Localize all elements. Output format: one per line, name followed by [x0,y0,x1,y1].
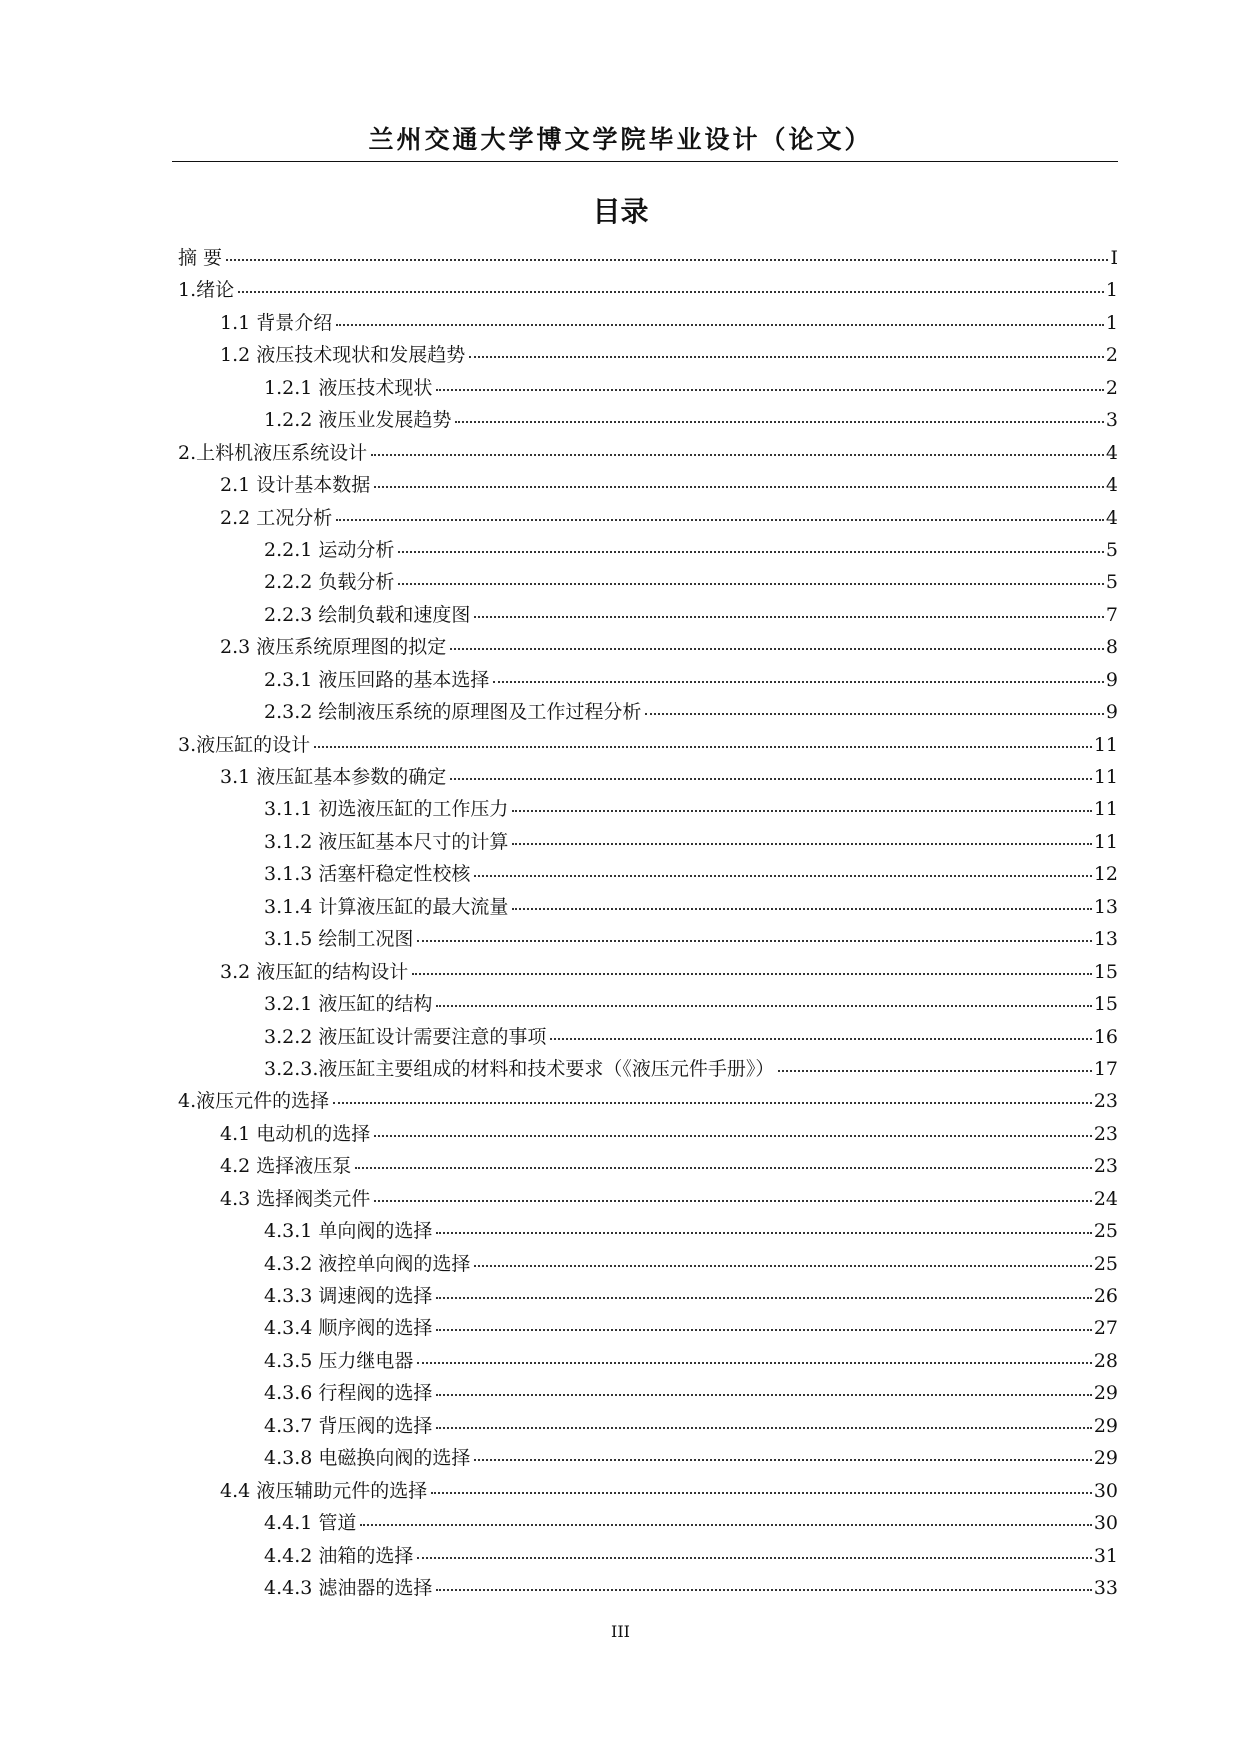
toc-entry[interactable] [178,1475,1118,1507]
toc-entry-title: 3.液压缸的设计 [178,733,311,756]
dot-leader [436,1375,1091,1396]
toc-entry-page: 16 [1093,1025,1118,1048]
toc-entry-page: 30 [1093,1512,1118,1535]
toc-entry-title: 3.2.2 液压缸设计需要注意的事项 [264,1025,547,1048]
toc-entry[interactable] [178,664,1118,696]
toc-entry-page: 23 [1093,1122,1118,1145]
toc-entry-title: 4.3.2 液控单向阀的选择 [264,1252,471,1275]
toc-entry[interactable] [178,891,1118,923]
dot-leader [436,1408,1091,1429]
toc-entry-page: 9 [1105,701,1118,724]
toc-entry[interactable] [178,826,1118,858]
header-divider [172,161,1118,162]
toc-entry-page: 25 [1093,1220,1118,1243]
toc-entry[interactable] [178,761,1118,793]
toc-entry-title: 3.2 液压缸的结构设计 [220,960,409,983]
toc-entry[interactable] [178,1540,1118,1572]
page-header-title: 兰州交通大学博文学院毕业设计（论文） [368,125,873,154]
toc-entry-title: 4.4.1 管道 [264,1512,357,1535]
toc-entry[interactable] [178,566,1118,598]
toc-entry-title: 4.4.2 油箱的选择 [264,1544,414,1567]
dot-leader [474,856,1091,877]
toc-entry[interactable] [178,502,1118,534]
toc-entry-title: 2.1 设计基本数据 [220,474,371,497]
toc-entry[interactable] [178,1118,1118,1150]
dot-leader [450,759,1092,780]
dot-leader [474,1440,1091,1461]
toc-entry[interactable] [178,696,1118,728]
toc-entry[interactable] [178,1183,1118,1215]
dot-leader [314,727,1092,748]
toc-entry-page: 2 [1105,344,1118,367]
toc-entry-title: 4.1 电动机的选择 [220,1122,371,1145]
toc-entry-title: 3.1 液压缸基本参数的确定 [220,766,447,788]
dot-leader [238,272,1104,293]
dot-leader [371,435,1104,456]
toc-entry-page: 5 [1105,571,1118,594]
toc-entry[interactable] [178,469,1118,501]
toc-entry-title: 2.2.2 负载分析 [264,571,395,594]
toc-entry-page: 15 [1093,960,1118,983]
page-number: III [611,1622,630,1641]
toc-entry-title: 4.3.1 单向阀的选择 [264,1220,433,1243]
toc-entry-page: 28 [1093,1349,1118,1372]
dot-leader [469,337,1104,358]
toc-entry[interactable] [178,923,1118,955]
dot-leader [436,370,1104,391]
toc-entry-page: 1 [1105,279,1118,302]
toc-entry-page: 11 [1093,766,1118,788]
dot-leader [431,1473,1092,1494]
toc-entry-title: 3.1.2 液压缸基本尺寸的计算 [264,830,509,853]
toc-entry-page: 9 [1105,668,1118,691]
dot-leader [417,921,1091,942]
dot-leader [436,1570,1091,1591]
toc-entry-page: 4 [1105,506,1118,529]
dot-leader [474,1246,1091,1267]
toc-entry[interactable] [178,1507,1118,1539]
toc-entry-title: 2.上料机液压系统设计 [178,441,368,464]
dot-leader [398,532,1104,553]
dot-leader [778,1051,1091,1072]
dot-leader [550,1019,1091,1040]
toc-entry-page: 11 [1093,733,1118,756]
toc-entry-title: 4.4.3 滤油器的选择 [264,1576,433,1599]
toc-entry-page: 31 [1093,1544,1118,1567]
dot-leader [360,1505,1091,1526]
toc-entry-title: 3.1.3 活塞杆稳定性校核 [264,863,471,886]
toc-entry-title: 2.3.1 液压回路的基本选择 [264,668,490,691]
toc-entry[interactable] [178,793,1118,825]
toc-entry-title: 3.1.5 绘制工况图 [264,928,414,951]
toc-entry-page: 24 [1093,1187,1118,1210]
toc-entry-title: 2.2 工况分析 [220,506,333,529]
dot-leader [512,824,1091,845]
dot-leader [512,889,1091,910]
dot-leader [474,597,1104,618]
dot-leader [417,1538,1091,1559]
dot-leader [336,305,1104,326]
toc-entry-title: 4.3.6 行程阀的选择 [264,1382,433,1405]
toc-entry-page: 29 [1093,1447,1118,1470]
toc-entry-title: 4.3.3 调速阀的选择 [264,1285,433,1307]
toc-entry[interactable] [178,372,1118,404]
toc-entry[interactable] [178,729,1118,761]
dot-leader [493,662,1104,683]
toc-entry-page: 30 [1093,1479,1118,1502]
toc-entry-title: 3.2.3.液压缸主要组成的材料和技术要求（《液压元件手册》） [264,1057,775,1080]
dot-leader [333,1083,1092,1104]
toc-entry-title: 3.1.4 计算液压缸的最大流量 [264,895,509,918]
toc-entry[interactable] [178,1410,1118,1442]
toc-entry-title: 2.2.1 运动分析 [264,538,395,561]
dot-leader [355,1148,1092,1169]
toc-entry[interactable] [178,404,1118,436]
toc-entry[interactable] [178,339,1118,371]
toc-entry-title: 4.2 选择液压泵 [220,1155,352,1178]
toc-entry-title: 摘 要 [178,247,223,269]
toc-entry-page: 13 [1093,928,1118,951]
toc-entry-title: 4.3.5 压力继电器 [264,1349,414,1372]
toc-entry-title: 1.2 液压技术现状和发展趋势 [220,344,466,367]
dot-leader [417,1343,1091,1364]
toc-entry[interactable] [178,1053,1118,1085]
dot-leader [412,954,1092,975]
dot-leader [436,1213,1091,1234]
toc-entry[interactable] [178,1345,1118,1377]
table-of-contents [178,242,1118,1604]
toc-entry-page: 4 [1105,441,1118,464]
toc-entry[interactable] [178,1150,1118,1182]
dot-leader [374,1181,1092,1202]
toc-entry-title: 4.液压元件的选择 [178,1090,330,1113]
toc-entry[interactable] [178,437,1118,469]
toc-entry-title: 1.2.1 液压技术现状 [264,376,433,399]
toc-entry-page: 23 [1093,1090,1118,1113]
toc-entry[interactable] [178,1248,1118,1280]
toc-entry[interactable] [178,1085,1118,1117]
toc-entry-title: 2.2.3 绘制负载和速度图 [264,603,471,626]
dot-leader [512,791,1091,812]
dot-leader [436,1278,1091,1299]
toc-entry[interactable] [178,1377,1118,1409]
toc-entry-title: 1.2.2 液压业发展趋势 [264,409,452,432]
toc-entry-page: I [1110,247,1118,269]
toc-entry[interactable] [178,1572,1118,1604]
toc-entry-page: 12 [1093,863,1118,886]
toc-entry-title: 4.3.8 电磁换向阀的选择 [264,1447,471,1470]
toc-entry-page: 2 [1105,376,1118,399]
toc-entry[interactable] [178,1215,1118,1247]
toc-entry[interactable] [178,858,1118,890]
toc-entry-page: 3 [1105,409,1118,432]
toc-entry-page: 7 [1105,603,1118,626]
toc-entry-title: 4.3.7 背压阀的选择 [264,1414,433,1437]
toc-entry-title: 4.3 选择阀类元件 [220,1187,371,1210]
toc-entry-page: 29 [1093,1414,1118,1437]
toc-heading: 目录 [592,195,649,228]
toc-entry-title: 3.1.1 初选液压缸的工作压力 [264,798,509,821]
dot-leader [436,986,1091,1007]
toc-entry-page: 29 [1093,1382,1118,1405]
dot-leader [436,1310,1091,1331]
dot-leader [226,240,1108,261]
toc-entry-page: 4 [1105,474,1118,497]
dot-leader [450,629,1104,650]
toc-entry-page: 26 [1093,1285,1118,1307]
toc-entry-title: 4.3.4 顺序阀的选择 [264,1317,433,1340]
toc-entry[interactable] [178,534,1118,566]
dot-leader [374,467,1104,488]
toc-entry[interactable] [178,1312,1118,1344]
toc-entry-page: 23 [1093,1155,1118,1178]
toc-entry-page: 25 [1093,1252,1118,1275]
toc-entry-page: 33 [1093,1576,1118,1599]
toc-entry-page: 5 [1105,538,1118,561]
toc-entry[interactable] [178,274,1118,306]
toc-entry-page: 17 [1093,1057,1118,1080]
toc-entry[interactable] [178,599,1118,631]
toc-entry-page: 8 [1105,636,1118,659]
toc-entry[interactable] [178,1021,1118,1053]
toc-entry-title: 4.4 液压辅助元件的选择 [220,1479,428,1502]
toc-entry[interactable] [178,988,1118,1020]
toc-entry-page: 27 [1093,1317,1118,1340]
dot-leader [398,564,1104,585]
toc-entry[interactable] [178,307,1118,339]
dot-leader [645,694,1104,715]
toc-entry-page: 1 [1105,311,1118,334]
toc-entry[interactable] [178,1280,1118,1312]
toc-entry[interactable] [178,1442,1118,1474]
toc-entry-page: 13 [1093,895,1118,918]
toc-entry[interactable] [178,956,1118,988]
dot-leader [336,500,1104,521]
toc-entry-title: 1.1 背景介绍 [220,311,333,334]
toc-entry-title: 2.3.2 绘制液压系统的原理图及工作过程分析 [264,701,642,724]
toc-entry-page: 15 [1093,993,1118,1016]
toc-entry-title: 2.3 液压系统原理图的拟定 [220,636,447,659]
dot-leader [455,402,1104,423]
dot-leader [374,1116,1092,1137]
toc-entry-page: 11 [1093,798,1118,821]
toc-entry-title: 3.2.1 液压缸的结构 [264,993,433,1016]
toc-entry[interactable] [178,631,1118,663]
toc-entry-title: 1.绪论 [178,279,235,302]
toc-entry-page: 11 [1093,830,1118,853]
toc-entry[interactable] [178,242,1118,274]
